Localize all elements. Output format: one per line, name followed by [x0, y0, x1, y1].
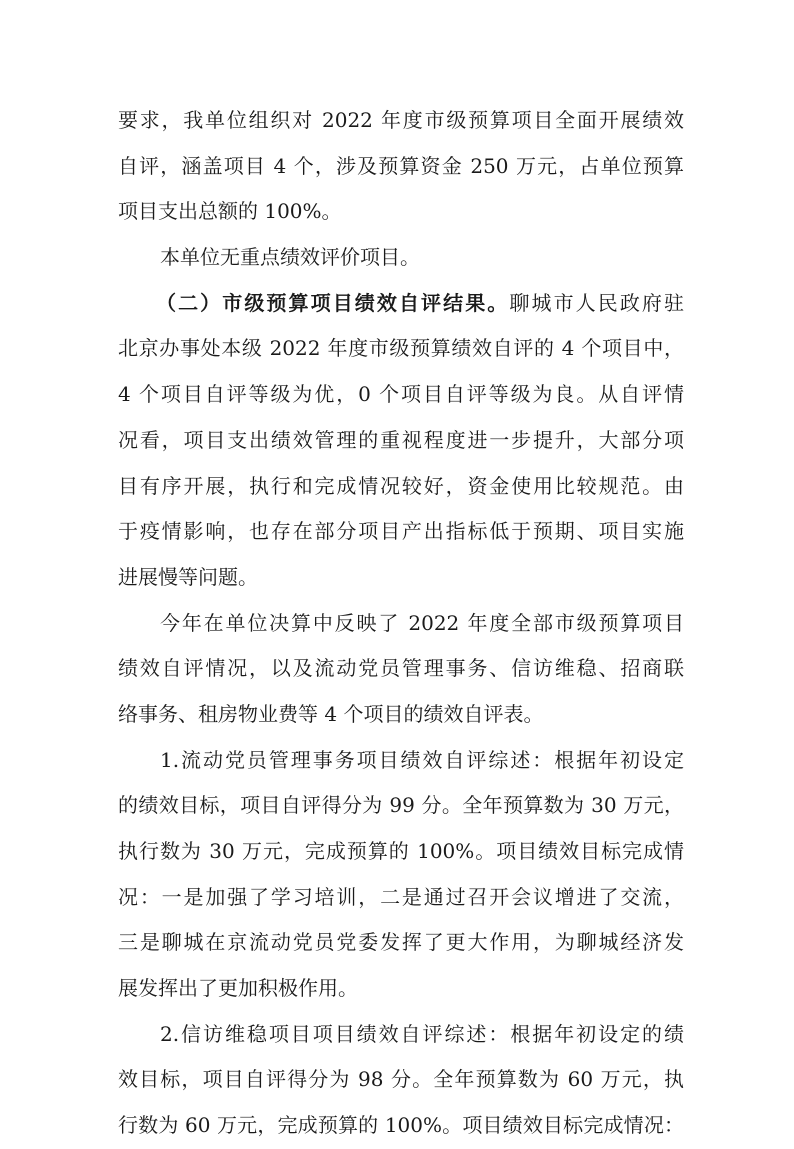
- paragraph-line: 行数为 60 万元，完成预算的 100%。项目绩效目标完成情况：: [118, 1113, 684, 1138]
- paragraph-line: 自评，涵盖项目 4 个，涉及预算资金 250 万元，占单位预算: [118, 153, 684, 178]
- paragraph-line: 三是聊城在京流动党员党委发挥了更大作用，为聊城经济发: [118, 930, 684, 955]
- paragraph-line: 进展慢等问题。: [118, 564, 258, 589]
- paragraph-line: 本单位无重点绩效评价项目。: [160, 245, 420, 270]
- paragraph-line: 展发挥出了更加积极作用。: [118, 976, 358, 1001]
- paragraph-line: 4 个项目自评等级为优，0 个项目自评等级为良。从自评情: [118, 382, 684, 407]
- paragraph-line: 的绩效目标，项目自评得分为 99 分。全年预算数为 30 万元，: [118, 793, 684, 818]
- paragraph-line: 况：一是加强了学习培训，二是通过召开会议增进了交流，: [118, 884, 684, 909]
- paragraph-line: 2.信访维稳项目项目绩效自评综述：根据年初设定的绩: [160, 1021, 684, 1046]
- paragraph-line: 络事务、租房物业费等 4 个项目的绩效自评表。: [118, 701, 544, 726]
- paragraph-line: 效目标，项目自评得分为 98 分。全年预算数为 60 万元，执: [118, 1067, 684, 1092]
- paragraph-line: 绩效自评情况，以及流动党员管理事务、信访维稳、招商联: [118, 656, 684, 681]
- document-page: [118, 98, 684, 1149]
- paragraph-text: 聊城市人民政府驻: [509, 290, 685, 315]
- section-heading-line: [118, 281, 684, 327]
- paragraph-line: 1.流动党员管理事务项目绩效自评综述：根据年初设定: [160, 747, 684, 772]
- paragraph-line: 今年在单位决算中反映了 2022 年度全部市级预算项目: [160, 610, 684, 635]
- paragraph-line: 执行数为 30 万元，完成预算的 100%。项目绩效目标完成情: [118, 839, 684, 863]
- paragraph-line: 北京办事处本级 2022 年度市级预算绩效自评的 4 个项目中，: [118, 336, 684, 361]
- paragraph-line: 于疫情影响，也存在部分项目产出指标低于预期、项目实施: [118, 519, 684, 544]
- paragraph-line: 况看，项目支出绩效管理的重视程度进一步提升，大部分项: [118, 427, 684, 452]
- paragraph-line: 要求，我单位组织对 2022 年度市级预算项目全面开展绩效: [118, 108, 684, 132]
- paragraph-line: 项目支出总额的 100%。: [118, 199, 342, 224]
- section-heading: （二）市级预算项目绩效自评结果。: [156, 290, 510, 315]
- paragraph-line: 目有序开展，执行和完成情况较好，资金使用比较规范。由: [118, 473, 684, 498]
